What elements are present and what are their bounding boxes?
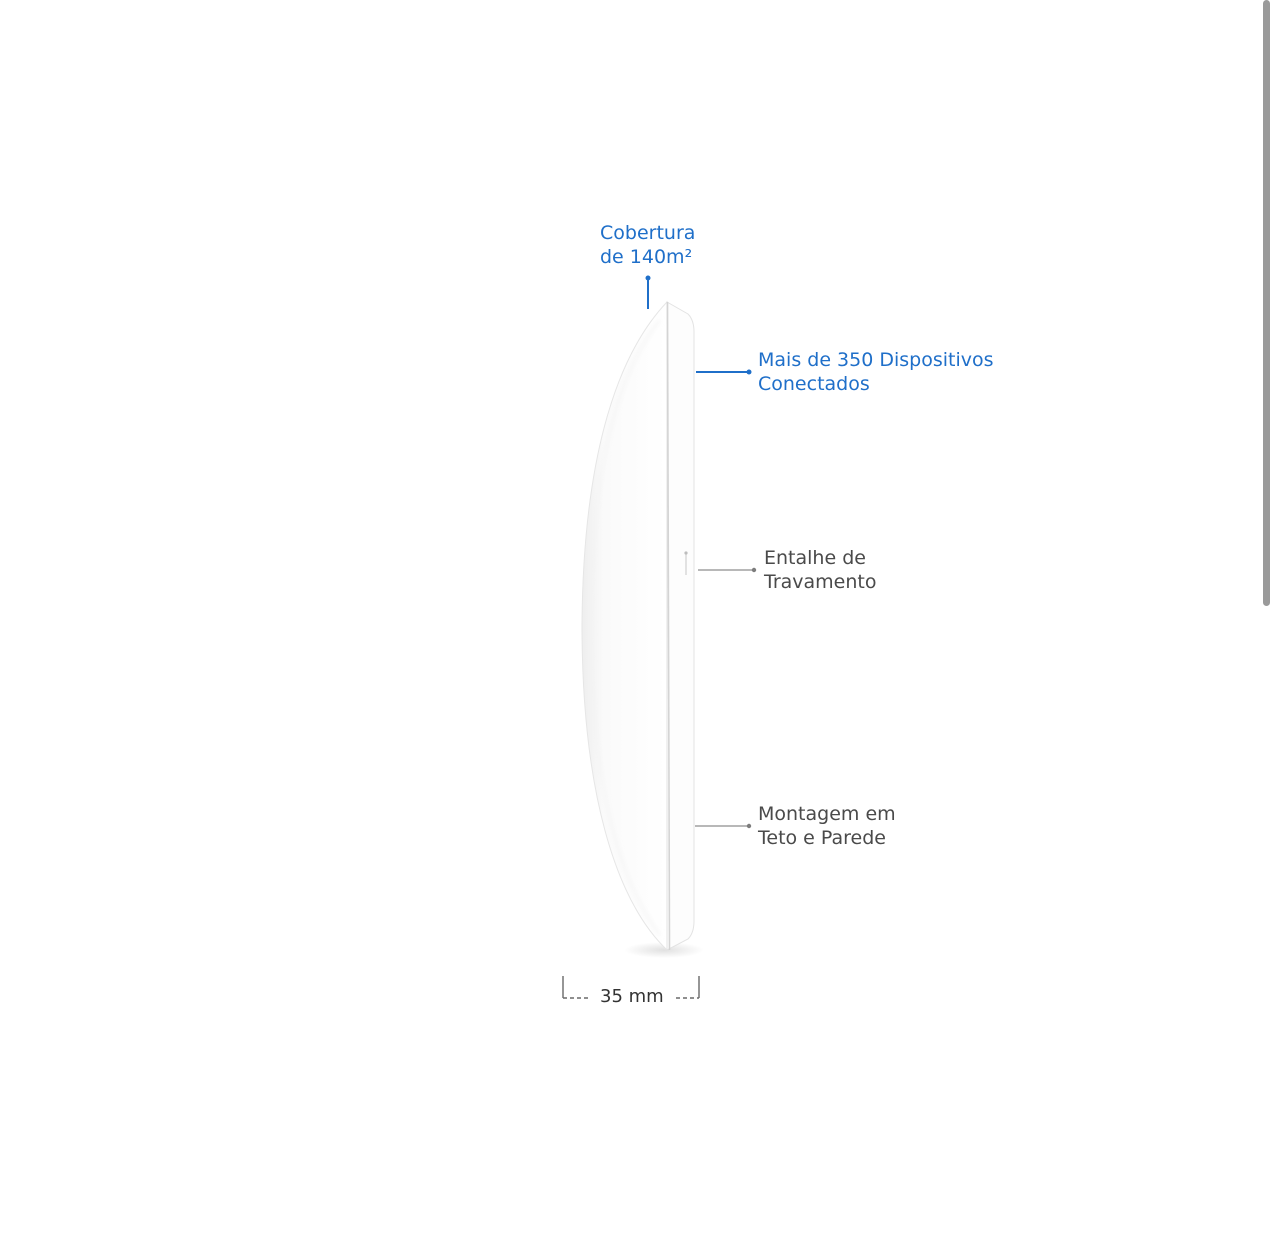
locking-notch-callout [764, 546, 876, 594]
vertical-scrollbar[interactable] [1263, 0, 1270, 606]
devices-callout-line2: Conectados [758, 373, 870, 395]
locking-notch-callout-line2: Travamento [764, 571, 877, 593]
device-base [667, 302, 694, 950]
coverage-callout-line2: de 140m² [600, 246, 693, 268]
coverage-leader-dot [646, 276, 651, 281]
locking-notch-callout-line1: Entalhe de [764, 547, 866, 569]
depth-dimension-label: 35 mm [600, 986, 664, 1007]
coverage-callout [600, 221, 696, 269]
locking-notch-dot [684, 551, 687, 554]
notch-leader-dot [752, 568, 756, 572]
device-dome [582, 302, 667, 950]
mounting-callout-line2: Teto e Parede [758, 827, 886, 849]
devices-callout [758, 348, 994, 396]
devices-callout-line1: Mais de 350 Dispositivos [758, 349, 994, 371]
mounting-callout-line1: Montagem em [758, 803, 896, 825]
mount-leader-dot [747, 824, 751, 828]
devices-leader-dot [747, 370, 752, 375]
mounting-callout [758, 802, 896, 850]
coverage-callout-line1: Cobertura [600, 222, 696, 244]
